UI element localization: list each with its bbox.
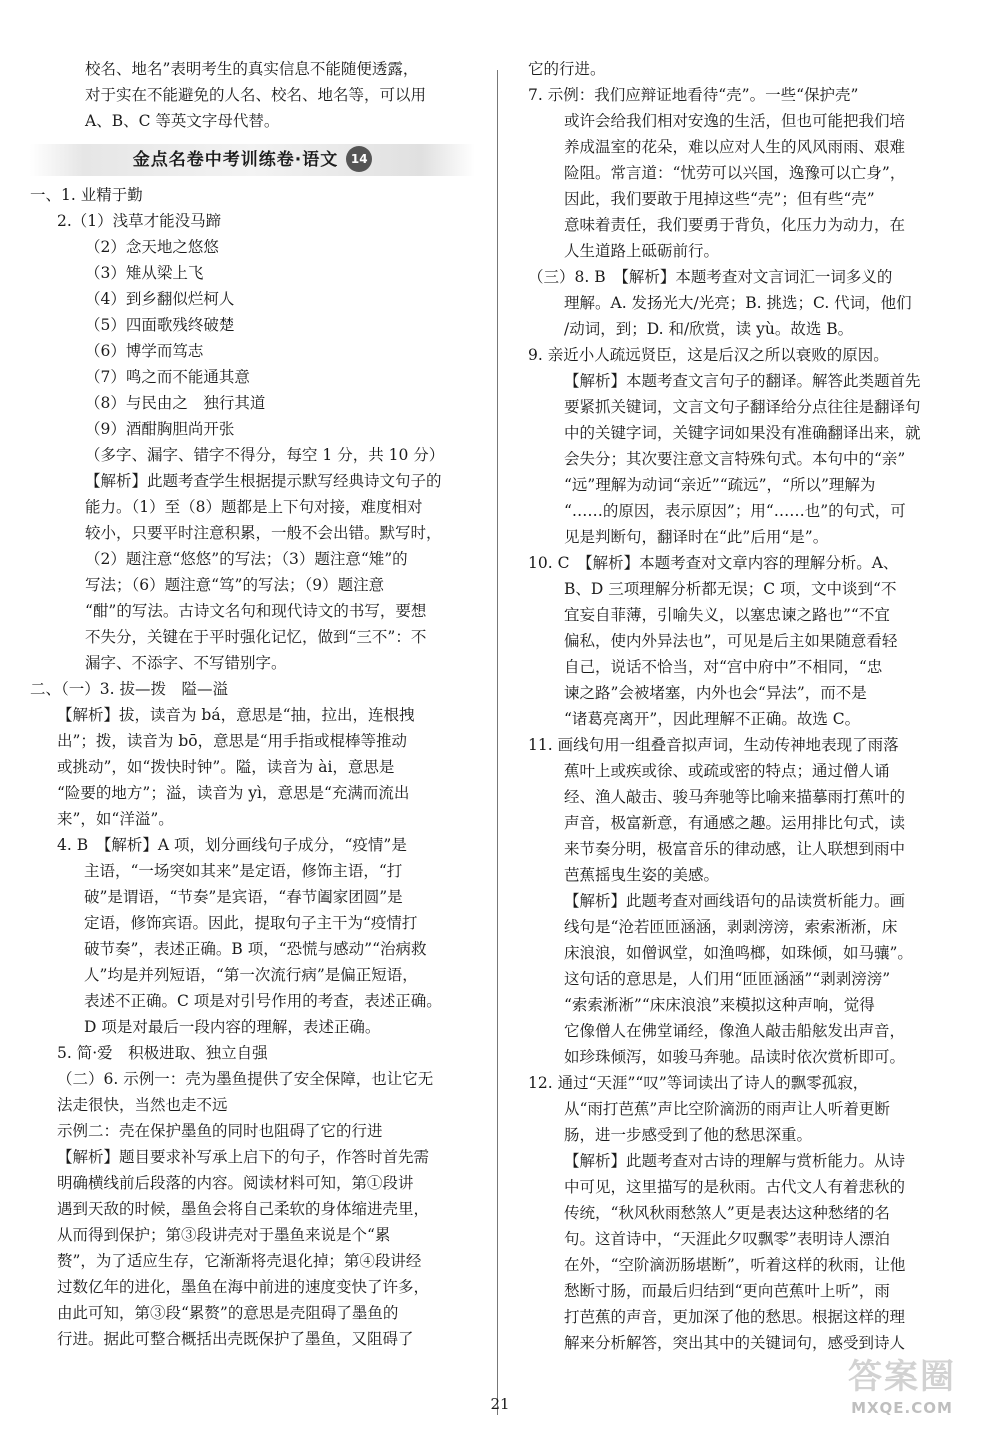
text-line: 定语，修饰宾语。因此，提取句子主干为“疫情打 [84, 914, 418, 932]
column-divider [497, 70, 498, 1415]
text-line: 谏之路”会被堵塞，内外也会“异法”，而不是 [564, 684, 867, 702]
text-line: 意味着责任，我们要勇于背负，化压力为动力，在 [564, 216, 906, 234]
text-line: 要紧抓关键词，文言文句子翻译给分点往往是翻译句 [564, 398, 921, 416]
text-line: 【解析】此题考查对古诗的理解与赏析能力。从诗 [564, 1152, 906, 1170]
text-line: 中的关键字词，关键字词如果没有准确翻译出来，就 [564, 424, 921, 442]
text-line: 示例二：壳在保护墨鱼的同时也阻碍了它的行进 [57, 1122, 383, 1140]
text-line: 肠，进一步感受到了他的愁思深重。 [564, 1126, 813, 1144]
text-line: （3）雉从梁上飞 [85, 264, 204, 282]
text-line: 来节奏分明，极富音乐的律动感，让人联想到雨中 [564, 840, 906, 858]
watermark-logo: 答案圈 [848, 1357, 956, 1397]
text-line: D 项是对最后一段内容的理解，表述正确。 [84, 1018, 381, 1036]
text-line: 从“雨打芭蕉”声比空阶滴沥的雨声让人听着更断 [564, 1100, 890, 1118]
text-line: 见是判断句，翻译时在“此”后用“是”。 [564, 528, 829, 546]
text-line: 它的行进。 [528, 60, 606, 78]
text-line: 破节奏”，表述正确。B 项，“恐慌与感动”“治病救 [84, 940, 427, 958]
text-line: 解来分析解答，突出其中的关键词句，感受到诗人 [564, 1334, 906, 1352]
text-line: （二）6. 示例一：壳为墨鱼提供了安全保障，也让它无 [57, 1070, 434, 1088]
text-line: （多字、漏字、错字不得分，每空 1 分，共 10 分） [85, 446, 445, 464]
text-line: 宜妄自菲薄，引喻失义，以塞忠谏之路也”“不宜 [564, 606, 890, 624]
text-line: 不失分，关键在于平时强化记忆，做到“三不”：不 [85, 628, 427, 646]
text-line: B、D 三项理解分析都无误；C 项，文中谈到“不 [564, 580, 897, 598]
text-line: 【解析】本题考查文言句子的翻译。解答此类题首先 [564, 372, 921, 390]
text-line: 自己，说话不恰当，对“宫中府中”不相同，“忠 [564, 658, 883, 676]
text-line: 二、（一）3. 拔—拨 隘—溢 [30, 680, 228, 698]
text-line: 养成温室的花朵，难以应对人生的风风雨雨、艰难 [564, 138, 906, 156]
text-line: 险阻。常言道：“忧劳可以兴国，逸豫可以亡身”， [564, 164, 906, 182]
text-line: 经、渔人敲击、骏马奔驰等比喻来描摹雨打蕉叶的 [564, 788, 906, 806]
text-line: “诸葛亮离开”，因此理解不正确。故选 C。 [564, 710, 861, 728]
left-answer-list [30, 182, 475, 1352]
text-line: （2）题注意“悠悠”的写法；（3）题注意“雉”的 [85, 550, 408, 568]
text-line: 【解析】拔，读音为 bá，意思是“抽，拉出，连根拽 [57, 706, 415, 724]
text-line: 行进。据此可整合概括出壳既保护了墨鱼，又阻碍了 [57, 1330, 414, 1348]
text-line: 人生道路上砥砺前行。 [564, 242, 720, 260]
text-line: （5）四面歌残终破楚 [85, 316, 235, 334]
text-line: 从而得到保护；第③段讲壳对于墨鱼来说是个“累 [57, 1226, 391, 1244]
text-line: 12. 通过“天涯”“叹”等词读出了诗人的飘零孤寂， [528, 1074, 869, 1092]
text-line: （8）与民由之 独行其道 [85, 394, 266, 412]
exam-title: 金点名卷中考训练卷·语文 [132, 150, 339, 170]
text-line: 这句话的意思是，人们用“匝匝涵涵”“剥剥滂滂” [564, 970, 891, 988]
text-line: 出”；拨，读音为 bō，意思是“用手指或棍棒等推动 [57, 732, 408, 750]
text-line: 漏字、不添字、不写错别字。 [85, 654, 287, 672]
text-line: 来”，如“洋溢”。 [57, 810, 174, 828]
text-line: 句。这首诗中，“天涯此夕叹飘零”表明诗人漂泊 [564, 1230, 890, 1248]
text-line: /动词，到；D. 和/欣赏，读 yù。故选 B。 [564, 320, 854, 338]
text-line: 遇到天敌的时候，墨鱼会将自己柔软的身体缩进壳里， [57, 1200, 430, 1218]
text-line: （9）酒酣胸胆尚开张 [85, 420, 235, 438]
text-line: （三）8. B 【解析】本题考查对文言词汇一词多义的 [528, 268, 893, 286]
watermark [822, 1355, 982, 1433]
text-line: “险要的地方”；溢，读音为 yì，意思是“充满而流出 [57, 784, 410, 802]
text-line: 较小，只要平时注意积累，一般不会出错。默写时， [85, 524, 442, 542]
text-line: 打芭蕉的声音，更加深了他的愁思。根据这样的理 [564, 1308, 906, 1326]
text-line: 愁断寸肠，而最后归结到“更向芭蕉叶上听”，雨 [564, 1282, 890, 1300]
text-line: 主语，“一场突如其来”是定语，修饰主语，“打 [84, 862, 403, 880]
text-line: “酣”的写法。古诗文名句和现代诗文的书写，要想 [85, 602, 427, 620]
text-line: 7. 示例：我们应辩证地看待“壳”。一些“保护壳” [528, 86, 859, 104]
text-line: 因此，我们要敢于甩掉这些“壳”；但有些“壳” [564, 190, 875, 208]
left-column [30, 56, 475, 1352]
text-line: 过数亿年的进化，墨鱼在海中前进的速度变快了许多， [57, 1278, 430, 1296]
text-line: 11. 画线句用一组叠音拟声词，生动传神地表现了雨落 [528, 736, 899, 754]
text-line: 赘”，为了适应生存，它渐渐将壳退化掉；第④段讲经 [57, 1252, 422, 1270]
text-line: 表述不正确。C 项是对引号作用的考查，表述正确。 [84, 992, 442, 1010]
text-line: 如珍珠倾泻，如骏马奔驰。品读时依次赏析即可。 [564, 1048, 906, 1066]
watermark-url: MXQE.COM [851, 1399, 953, 1417]
text-line: 【解析】此题考查对画线语句的品读赏析能力。画 [564, 892, 906, 910]
text-line: “远”理解为动词“亲近”“疏远”，“所以”理解为 [564, 476, 876, 494]
text-line: 会失分；其次要注意文言特殊句式。本句中的“亲” [564, 450, 906, 468]
exam-title-banner [30, 144, 475, 176]
text-line: 能力。（1）至（8）题都是上下句对接，难度相对 [85, 498, 423, 516]
text-line: 4. B 【解析】A 项，划分画线句子成分，“疫情”是 [57, 836, 407, 854]
text-line: 对于实在不能避免的人名、校名、地名等，可以用 [85, 86, 427, 104]
text-line: 校名、地名”表明考生的真实信息不能随便透露， [85, 60, 419, 78]
text-line: （6）博学而笃志 [85, 342, 204, 360]
text-line: 或许会给我们相对安逸的生活，但也可能把我们培 [564, 112, 906, 130]
text-line: 声音，极富新意，有通感之趣。运用排比句式，读 [564, 814, 906, 832]
text-line: 在外，“空阶滴沥肠堪断”，听着这样的秋雨，让他 [564, 1256, 906, 1274]
text-line: 【解析】题目要求补写承上启下的句子，作答时首先需 [57, 1148, 430, 1166]
intro-paragraph [30, 56, 475, 134]
text-line: 传统，“秋风秋雨愁煞人”更是表达这种愁绪的名 [564, 1204, 890, 1222]
text-line: （4）到乡翻似烂柯人 [85, 290, 235, 308]
text-line: 芭蕉摇曳生姿的美感。 [564, 866, 720, 884]
exam-number-badge: 14 [346, 146, 372, 172]
text-line: “索索淅淅”“床床浪浪”来模拟这种声响，觉得 [564, 996, 875, 1014]
text-line: （2）念天地之悠悠 [85, 238, 219, 256]
text-line: 5. 简·爱 积极进取、独立自强 [57, 1044, 268, 1062]
page-number: 21 [490, 1395, 510, 1413]
text-line: 9. 亲近小人疏远贤臣，这是后汉之所以衰败的原因。 [528, 346, 889, 364]
text-line: 或挑动”，如“拨快时钟”。隘，读音为 ài，意思是 [57, 758, 395, 776]
text-line: 床浪浪，如僧讽堂，如渔鸣榔，如珠倾，如马骧”。 [564, 944, 913, 962]
text-line: 人”均是并列短语，“第一次流行病”是偏正短语， [84, 966, 418, 984]
text-line: 法走很快，当然也走不远 [57, 1096, 228, 1114]
text-line: 线句是“沧若匝匝涵涵，剥剥滂滂，索索淅淅，床 [564, 918, 898, 936]
text-line: 由此可知，第③段“累赘”的意思是壳阻碍了墨鱼的 [57, 1304, 399, 1322]
text-line: 2.（1）浅草才能没马蹄 [57, 212, 222, 230]
text-line: 【解析】此题考查学生根据提示默写经典诗文句子的 [85, 472, 442, 490]
text-line: 破”是谓语，“节奏”是宾语，“春节阖家团圆”是 [84, 888, 403, 906]
text-line: 理解。A. 发扬光大/光亮；B. 挑选；C. 代词，他们 [564, 294, 912, 312]
text-line: （7）鸣之而不能通其意 [85, 368, 250, 386]
text-line: 10. C 【解析】本题考查对文章内容的理解分析。A、 [528, 554, 899, 572]
right-column [528, 56, 968, 1356]
text-line: 它像僧人在佛堂诵经，像渔人敲击船舷发出声音， [564, 1022, 906, 1040]
text-line: 蕉叶上或疾或徐、或疏或密的特点；通过僧人诵 [564, 762, 890, 780]
right-answer-list [528, 56, 968, 1356]
text-line: 一、1. 业精于勤 [30, 186, 143, 204]
text-line: A、B、C 等英文字母代替。 [85, 112, 280, 130]
text-line: 明确横线前后段落的内容。阅读材料可知，第①段讲 [57, 1174, 414, 1192]
text-line: 偏私，使内外异法也”，可见是后主如果随意看轻 [564, 632, 898, 650]
text-line: 写法；（6）题注意“笃”的写法；（9）题注意 [85, 576, 385, 594]
text-line: “……的原因，表示原因”；用“……也”的句式，可 [564, 502, 906, 520]
text-line: 中可见，这里描写的是秋雨。古代文人有着悲秋的 [564, 1178, 906, 1196]
